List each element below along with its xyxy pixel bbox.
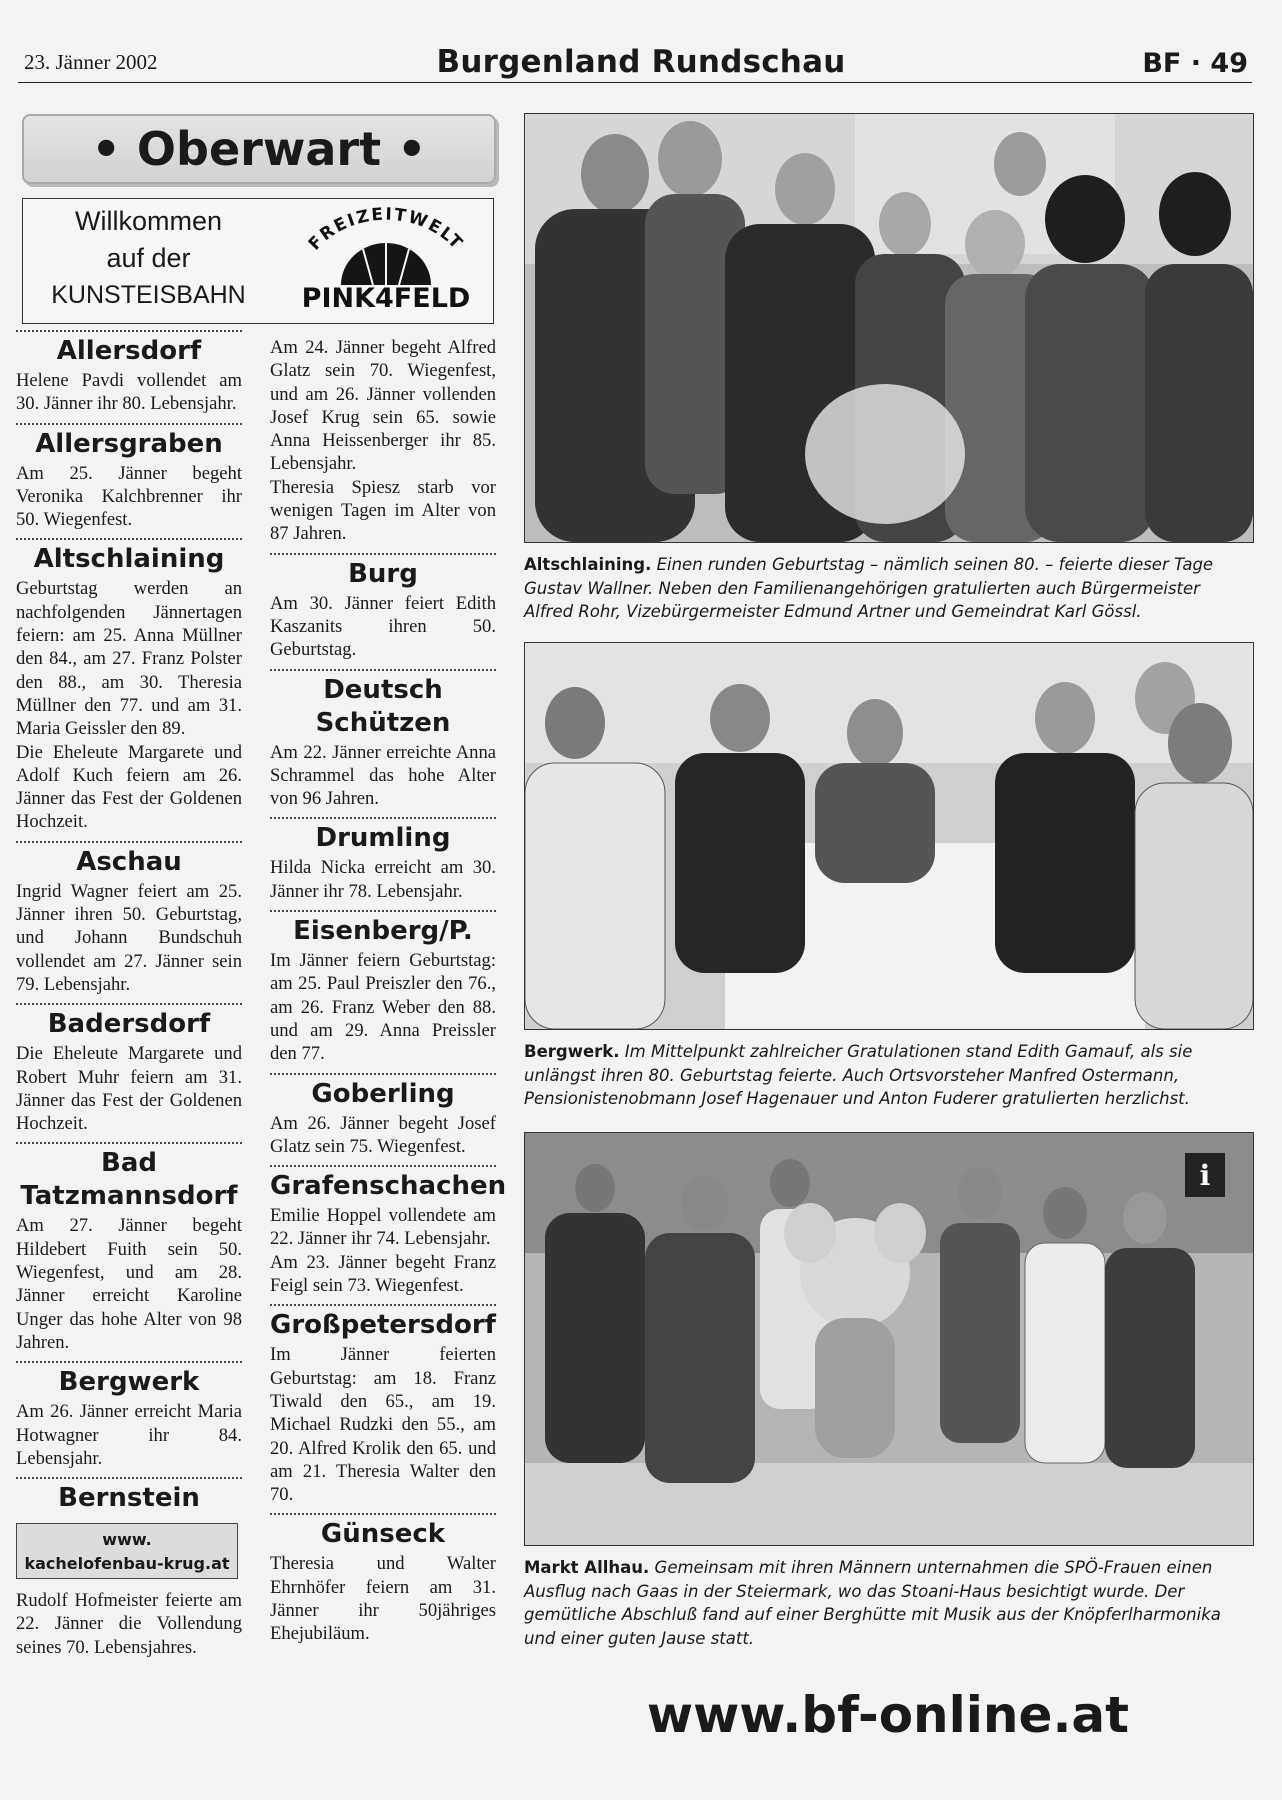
caption-markt-allhau: Markt Allhau. Gemeinsam mit ihren Männern unternahmen die SPÖ-Frauen einen Ausflug nach Gaas in der Steiermark, wo das Stoani-Haus besichtigt wurde. Der gemütliche Abschluß fand auf einer Berghütte mit Musik aus der Knöpferlharmonika und einer guten Jause statt. (524, 1558, 1221, 1648)
middle-column (270, 336, 507, 1653)
section-title: Aschau (76, 846, 182, 877)
logo-name: PINK4FELD (301, 283, 471, 314)
section-title: Günseck (320, 1519, 446, 1550)
section-body: Am 22. Jänner erreichte Anna Schrammel das hohe Alter von 96 Jahren. (270, 741, 496, 810)
section-body: Rudolf Hofmeister feierte am 22. Jänner die Vollendung seines 70. Lebensjahres. (16, 1590, 242, 1658)
section-body: Geburtstag werden an nachfolgenden Jännertagen feiern: am 25. Anna Müllner den 84., am 27. Franz Polster den 88., am 30. Theresia Müllner den 77. und am 31. Maria Geissler den 89. Die Eheleute Margarete und Adolf Kuch feiern am 26. Jänner das Fest der Goldenen Hochzeit. (16, 578, 242, 833)
section-title: Allersdorf (56, 336, 202, 366)
photo-altschlaining (524, 113, 1254, 543)
kachelofen-ad (16, 1523, 238, 1579)
section-body: Helene Pavdi vollendet am 30. Jänner ihr 80. Lebensjahr. (16, 370, 242, 415)
section-title: Goberling (311, 1078, 455, 1109)
kachelofen-ad-line-2: kachelofenbau-krug.at (24, 1554, 230, 1574)
ad-line-3: KUNSTEISBAHN (51, 281, 246, 309)
section-body: Theresia und Walter Ehrnhöfer feiern am 31. Jänner ihr 50jähriges Ehejubiläum. (270, 1553, 496, 1645)
section-title: Drumling (315, 823, 451, 854)
logo-arc-text: FREIZEITWELT (304, 204, 468, 255)
newspaper-title: Burgenland Rundschau (436, 44, 846, 80)
town-banner: • Oberwart • (22, 114, 496, 184)
section-title: Deutsch Schützen (315, 674, 451, 738)
caption-bergwerk: Bergwerk. Im Mittelpunkt zahlreicher Gratulationen stand Edith Gamauf, als sie unlängst ihren 80. Geburtstag feierte. Auch Ortsvorsteher Manfred Ostermann, Pensionistenobmann Josef Hagenauer und Anton Fuderer gratulierten herzlichst. (524, 1042, 1193, 1108)
section-body: Im Jänner feierten Geburtstag: am 18. Franz Tiwald den 65., am 19. Michael Rudzki den 55., am 20. Alfred Krolik den 65. und am 21. Theresia Walter den 70. (270, 1344, 496, 1506)
kachelofen-ad-line-1: www. (102, 1530, 152, 1550)
section-body: Ingrid Wagner feiert am 25. Jänner ihren 50. Geburtstag, und Johann Bundschuh vollendet am 27. Jänner sein 79. Lebensjahr. (16, 880, 242, 995)
section-title: Grafenschachen (270, 1171, 507, 1202)
left-column (16, 330, 242, 1666)
freizeitwelt-logo (281, 201, 491, 319)
section-title: Altschlaining (33, 544, 225, 575)
section-body: Am 26. Jänner begeht Josef Glatz sein 75. Wiegenfest. (270, 1112, 496, 1157)
section-body: Am 24. Jänner begeht Alfred Glatz sein 70. Wiegenfest, und am 26. Jänner vollenden Josef Krug sein 65. sowie Anna Heissenberger ihr 85. Lebensjahr. Theresia Spiesz starb vor wenigen Tagen im Alter von 87 Jahren. (270, 337, 496, 545)
section-body: Am 25. Jänner begeht Veronika Kalchbrenner ihr 50. Wiegenfest. (16, 462, 242, 531)
section-title: Bergwerk (58, 1367, 200, 1398)
section-body: Die Eheleute Margarete und Robert Muhr feiern am 31. Jänner das Fest der Goldenen Hochzeit. (16, 1043, 242, 1135)
issue-date: 23. Jänner 2002 (24, 50, 158, 74)
section-body: Am 30. Jänner feiert Edith Kaszanits ihren 50. Geburtstag. (270, 592, 496, 661)
photo-bergwerk (524, 642, 1254, 1030)
ad-line-1: Willkommen (74, 206, 222, 236)
section-body: Emilie Hoppel vollendete am 22. Jänner ihr 74. Lebensjahr. Am 23. Jänner begeht Franz Feigl sein 73. Wiegenfest. (270, 1205, 496, 1297)
section-title: Badersdorf (47, 1009, 211, 1040)
photo-markt-allhau (524, 1132, 1254, 1546)
ad-line-2: auf der (106, 243, 191, 273)
caption-altschlaining: Altschlaining. Einen runden Geburtstag – nämlich seinen 80. – feierte dieser Tage Gustav Wallner. Neben den Familienangehörigen gratulierten auch Bürgermeister Alfred Rohr, Vizebürgermeister Edmund Artner und Gemeindrat Karl Gössl. (524, 555, 1214, 621)
ad-text (31, 203, 266, 314)
ice-rink-ad (22, 198, 494, 324)
section-title: Großpetersdorf (270, 1310, 496, 1341)
page-number: BF · 49 (1142, 48, 1248, 79)
info-sign-icon: i (1199, 1159, 1211, 1192)
section-title: Bad Tatzmannsdorf (20, 1148, 238, 1212)
website-url: www.bf-online.at (646, 1686, 1130, 1744)
section-body: Am 27. Jänner begeht Hildebert Fuith sein 50. Wiegenfest, und am 28. Jänner erreicht Karoline Unger das hohe Alter von 98 Jahren. (16, 1215, 242, 1353)
section-body: Hilda Nicka erreicht am 30. Jänner ihr 78. Lebensjahr. (270, 857, 496, 902)
section-title: Allersgraben (35, 428, 223, 459)
section-body: Im Jänner feiern Geburtstag: am 25. Paul Preiszler den 76., am 26. Franz Weber den 88. und am 29. Anna Preissler den 77. (270, 950, 496, 1065)
section-body: Am 26. Jänner erreicht Maria Hotwagner ihr 84. Lebensjahr. (16, 1401, 242, 1469)
section-title: Bernstein (58, 1483, 200, 1514)
header-rule (18, 82, 1252, 83)
section-title: Burg (348, 558, 418, 589)
section-title: Eisenberg/P. (293, 916, 473, 947)
